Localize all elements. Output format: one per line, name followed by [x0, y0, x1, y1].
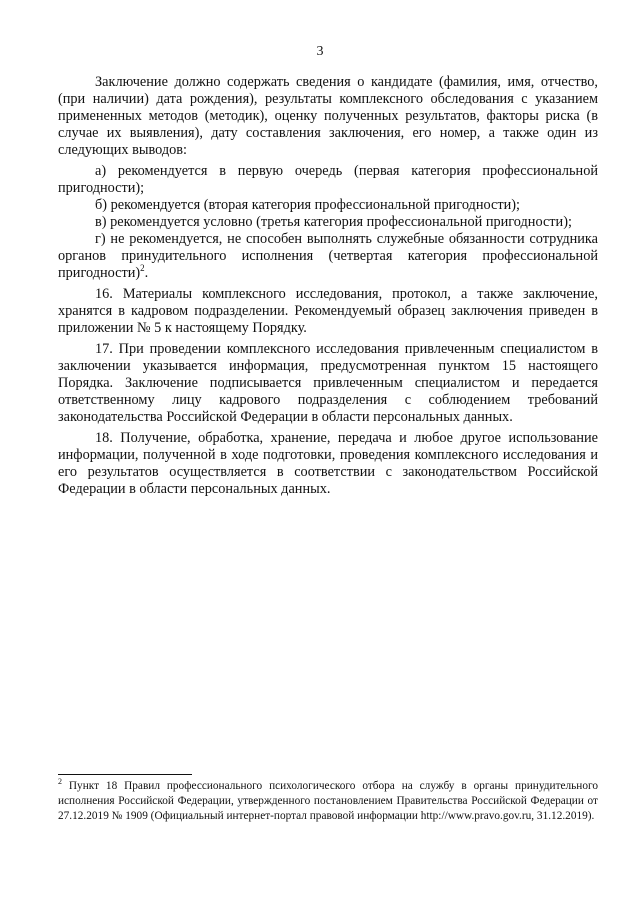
- footnote-reference: 2: [140, 263, 145, 274]
- paragraph-16: 16. Материалы комплексного исследования, протокол, а также заключение, хранятся в кадровом подразделении. Рекомендуемый образец заключения приведен в приложении № 5 к настоящему Порядку.: [58, 286, 598, 336]
- paragraph-option-v: в) рекомендуется условно (третья категория профессиональной пригодности);: [95, 214, 572, 230]
- footnote: [58, 779, 598, 823]
- paragraph-conclusion-contents: Заключение должно содержать сведения о кандидате (фамилия, имя, отчество, (при наличии) дата рождения), результаты комплексного обследования с указанием примененных методов (методик), оценку полученных результатов, факторы риска (в случае их выявления), дату составления заключения, его номер, а также один из следующих выводов:: [58, 74, 598, 158]
- paragraph-option-a: а) рекомендуется в первую очередь (первая категория профессиональной пригодности);: [58, 163, 598, 196]
- paragraph-option-g: [58, 231, 598, 282]
- document-body: [58, 74, 598, 498]
- page-number: 3: [316, 44, 324, 59]
- paragraph-18: 18. Получение, обработка, хранение, передача и любое другое использование информации, полученной в ходе подготовки, проведения комплексного исследования и его результатов осуществляется в соответствии с законодательством Российской Федерации в области персональных данных.: [58, 430, 598, 497]
- footnote-mark: 2: [58, 777, 62, 787]
- paragraph-17: 17. При проведении комплексного исследования привлеченным специалистом в заключении указывается информация, предусмотренная пунктом 15 настоящего Порядка. Заключение подписывается привлеченным специалистом и передается ответственному лицу кадрового подразделения с соблюдением требований законодательства Российской Федерации в области персональных данных.: [58, 341, 598, 425]
- paragraph-option-g-text: г) не рекомендуется, не способен выполнять служебные обязанности сотрудника органов принудительного исполнения (четвертая категория профессиональной пригодности): [58, 231, 598, 281]
- paragraph-option-b: б) рекомендуется (вторая категория профессиональной пригодности);: [95, 197, 520, 213]
- footnote-text: Пункт 18 Правил профессионального психологического отбора на службу в органы принудительного исполнения Российской Федерации, утвержденного постановлением Правительства Российской Федерации от 27.12.2019 № 1909 (Официальный интернет-портал правовой информации http://www.pravo.gov.ru, 31.12.2019).: [58, 780, 598, 822]
- paragraph-option-g-end: .: [144, 265, 149, 281]
- footnote-separator: [58, 774, 192, 775]
